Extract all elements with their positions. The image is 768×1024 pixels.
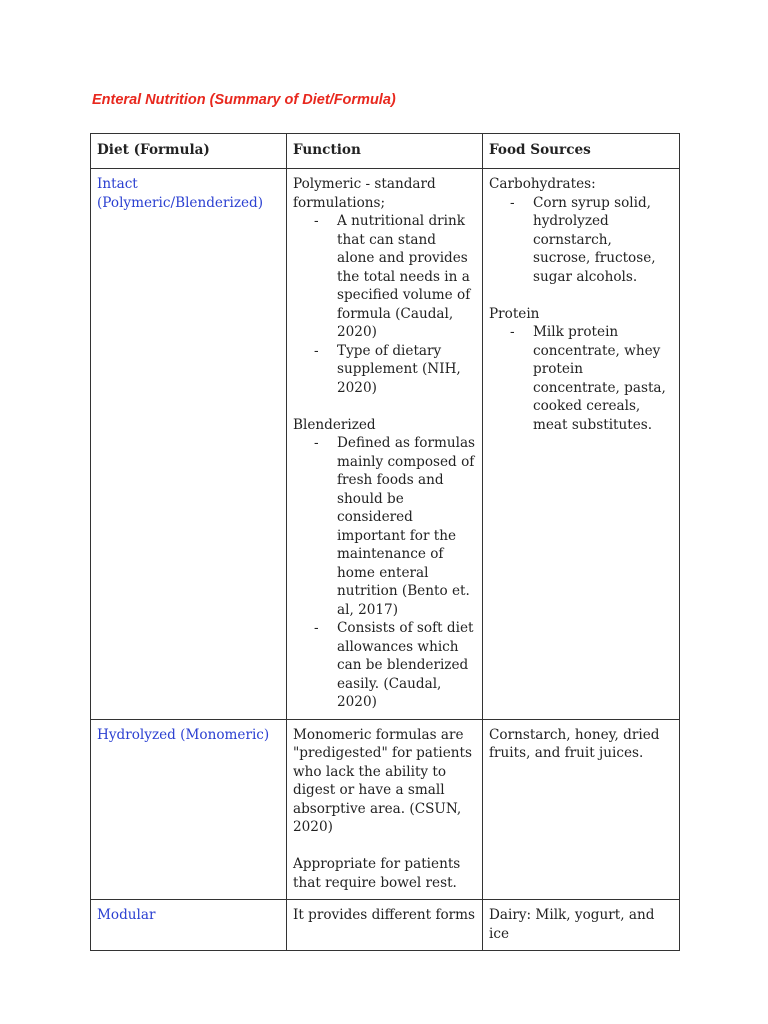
list-item: - Type of dietary supplement (NIH, 2020) (314, 342, 476, 398)
document-title: Enteral Nutrition (Summary of Diet/Formula) (92, 92, 396, 108)
diet-cell: Modular (91, 900, 287, 951)
header-diet: Diet (Formula) (91, 134, 287, 169)
function-paragraph: Appropriate for patients that require bowel rest. (293, 856, 461, 891)
function-cell (287, 719, 483, 900)
sources-list (489, 323, 673, 434)
food-sources-cell (483, 169, 680, 720)
table-row (91, 719, 680, 900)
function-section-heading: Blenderized (293, 416, 376, 433)
list-item: - Milk protein concentrate, whey protein concentrate, pasta, cooked cereals, meat substitutes. (510, 323, 673, 434)
header-row (91, 134, 680, 169)
header-food-sources: Food Sources (483, 134, 680, 169)
function-cell (287, 169, 483, 720)
function-list (293, 212, 476, 397)
function-cell: It provides different forms (287, 900, 483, 951)
list-item: - A nutritional drink that can stand alone and provides the total needs in a specified volume of formula (Caudal, 2020) (314, 212, 476, 342)
diet-summary-table (90, 133, 680, 951)
list-item: - Consists of soft diet allowances which can be blenderized easily. (Caudal, 2020) (314, 619, 476, 712)
sources-heading: Carbohydrates: (489, 176, 596, 192)
diet-cell: Hydrolyzed (Monomeric) (91, 719, 287, 900)
table-row (91, 900, 680, 951)
function-paragraph: Monomeric formulas are "predigested" for patients who lack the ability to digest or have a small absorptive area. (CSUN, 2020) (293, 726, 472, 835)
header-function: Function (287, 134, 483, 169)
diet-cell: Intact (Polymeric/Blenderized) (91, 169, 287, 720)
food-sources-cell: Dairy: Milk, yogurt, and ice (483, 900, 680, 951)
list-item: - Corn syrup solid, hydrolyzed cornstarch, sucrose, fructose, sugar alcohols. (510, 194, 673, 287)
function-intro: Polymeric - standard formulations; (293, 176, 436, 211)
function-list (293, 434, 476, 712)
list-item: - Defined as formulas mainly composed of fresh foods and should be considered important for the maintenance of home enteral nutrition (Bento et. al, 2017) (314, 434, 476, 619)
sources-heading: Protein (489, 305, 540, 322)
food-sources-cell: Cornstarch, honey, dried fruits, and fruit juices. (483, 719, 680, 900)
table-row (91, 169, 680, 720)
sources-list (489, 194, 673, 287)
